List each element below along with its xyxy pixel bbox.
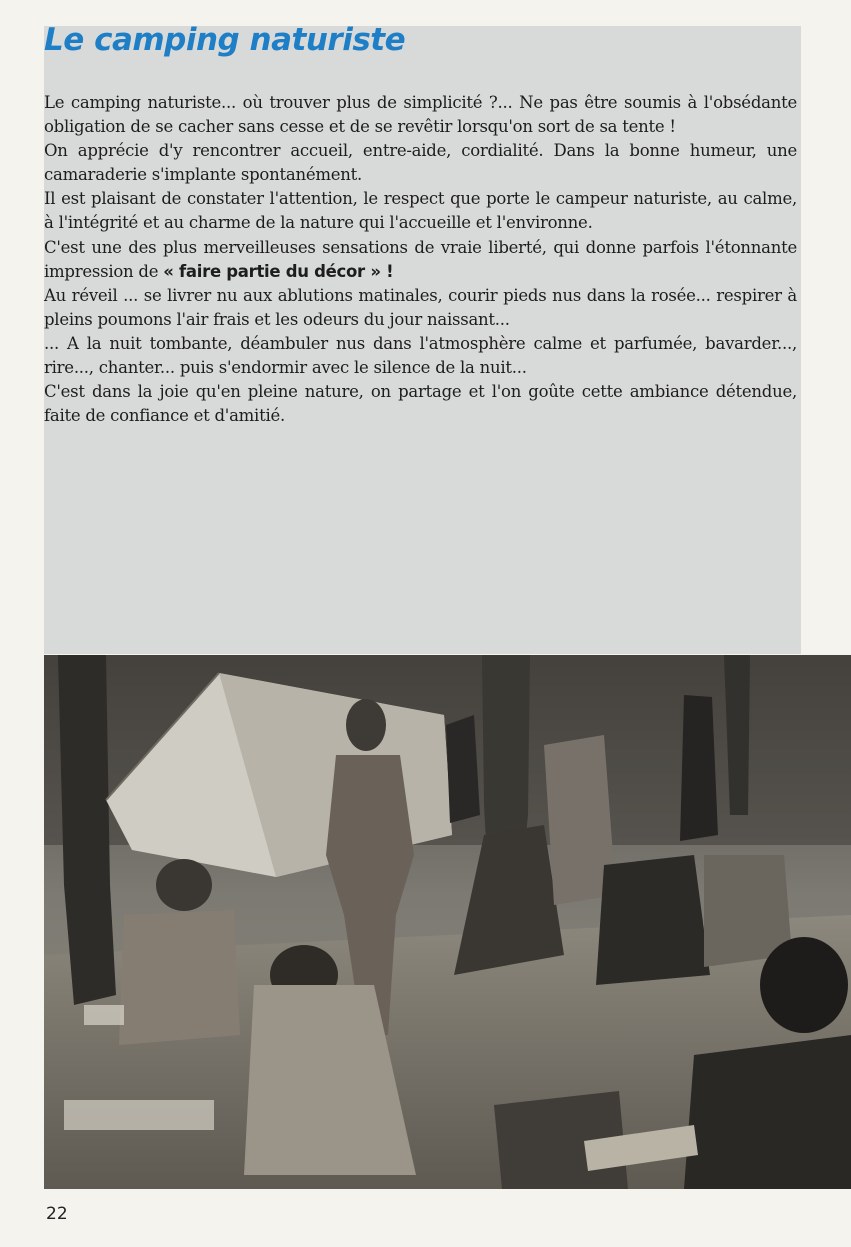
article-paragraph bbox=[44, 380, 797, 428]
article-paragraph bbox=[44, 284, 797, 332]
campsite-photo bbox=[44, 655, 851, 1189]
paragraph-text: Au réveil ... se livrer nu aux ablutions matinales, courir pieds nus dans la rosée... respirer à pleins poumons l'air frais et les odeurs du jour naissant... bbox=[44, 285, 797, 329]
paragraph-text: On apprécie d'y rencontrer accueil, entre-aide, cordialité. Dans la bonne humeur, une camaraderie s'implante spontanément. bbox=[44, 141, 797, 185]
article-paragraph bbox=[44, 139, 797, 187]
page-title: Le camping naturiste bbox=[44, 22, 406, 58]
page-number: 22 bbox=[46, 1204, 68, 1224]
article-paragraph bbox=[44, 236, 797, 284]
emphasis-text: « faire partie du décor » ! bbox=[163, 261, 394, 281]
article-paragraph bbox=[44, 187, 797, 235]
article-body bbox=[44, 91, 797, 428]
paragraph-text: C'est une des plus merveilleuses sensations de vraie liberté, qui donne parfois l'étonnante impression de bbox=[44, 237, 797, 281]
paragraph-text: Il est plaisant de constater l'attention, le respect que porte le campeur naturiste, au calme, à l'intégrité et au charme de la nature qui l'accueille et l'environne. bbox=[44, 189, 797, 233]
paragraph-text: C'est dans la joie qu'en pleine nature, on partage et l'on goûte cette ambiance détendue, faite de confiance et d'amitié. bbox=[44, 382, 797, 426]
article-paragraph bbox=[44, 332, 797, 380]
paragraph-text: ... A la nuit tombante, déambuler nus dans l'atmosphère calme et parfumée, bavarder..., rire..., chanter... puis s'endormir avec le silence de la nuit... bbox=[44, 333, 797, 378]
article-paragraph bbox=[44, 91, 797, 139]
paragraph-text: Le camping naturiste... où trouver plus de simplicité ?... Ne pas être soumis à l'obsédante obligation de se cacher sans cesse et de se revêtir lorsqu'on sort de sa tente ! bbox=[44, 93, 797, 137]
